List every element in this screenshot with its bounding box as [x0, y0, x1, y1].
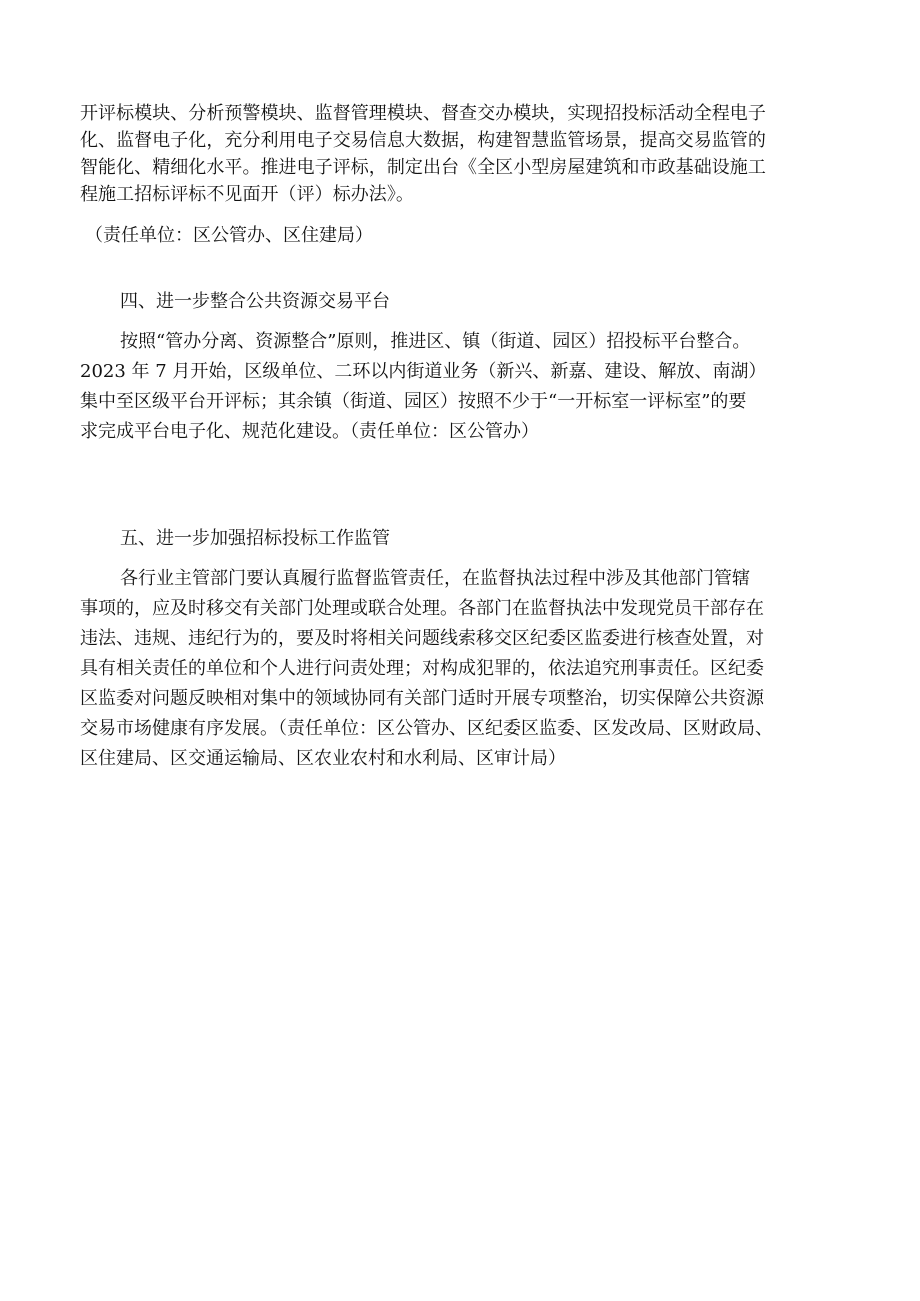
section3-responsibility: （责任单位：区公管办、区住建局）	[85, 225, 373, 246]
section5-line-1: 各行业主管部门要认真履行监督监管责任，在监督执法过程中涉及其他部门管辖	[120, 568, 750, 589]
section5-line-5: 区监委对问题反映相对集中的领域协同有关部门适时开展专项整治，切实保障公共资源	[80, 688, 764, 709]
section4-line-2: 2023 年 7 月开始，区级单位、二环以内街道业务（新兴、新嘉、建设、解放、南湖）	[80, 361, 767, 382]
section4-heading: 四、进一步整合公共资源交易平台	[120, 291, 390, 312]
section5-line-6: 交易市场健康有序发展。（责任单位：区公管办、区纪委区监委、区发改局、区财政局、	[80, 718, 773, 739]
section3-line-1: 开评标模块、分析预警模块、监督管理模块、督查交办模块，实现招投标活动全程电子	[80, 103, 766, 124]
section4-paragraph	[80, 327, 766, 447]
section3-line-3: 智能化、精细化水平。推进电子评标，制定出台《全区小型房屋建筑和市政基础设施工	[80, 157, 766, 178]
section5-line-4: 具有相关责任的单位和个人进行问责处理；对构成犯罪的，依法追究刑事责任。区纪委	[80, 658, 764, 679]
section4-line-1: 按照“管办分离、资源整合”原则，推进区、镇（街道、园区）招投标平台整合。	[120, 331, 751, 352]
section4-line-3: 集中至区级平台开评标；其余镇（街道、园区）按照不少于“一开标室一评标室”的要	[80, 391, 747, 412]
section5-line-3: 违法、违规、违纪行为的，要及时将相关问题线索移交区纪委区监委进行核查处置，对	[80, 628, 764, 649]
section5-paragraph	[80, 564, 773, 774]
section5-line-7: 区住建局、区交通运输局、区农业农村和水利局、区审计局）	[80, 748, 566, 769]
section5-heading: 五、进一步加强招标投标工作监管	[120, 528, 390, 549]
section3-line-4: 程施工招标评标不见面开（评）标办法》。	[80, 184, 414, 205]
section3-line-2: 化、监督电子化，充分利用电子交易信息大数据，构建智慧监管场景，提高交易监管的	[80, 130, 766, 151]
section5-line-2: 事项的，应及时移交有关部门处理或联合处理。各部门在监督执法中发现党员干部存在	[80, 598, 764, 619]
section4-line-4: 求完成平台电子化、规范化建设。（责任单位：区公管办）	[80, 421, 539, 442]
section3-paragraph	[80, 100, 766, 208]
